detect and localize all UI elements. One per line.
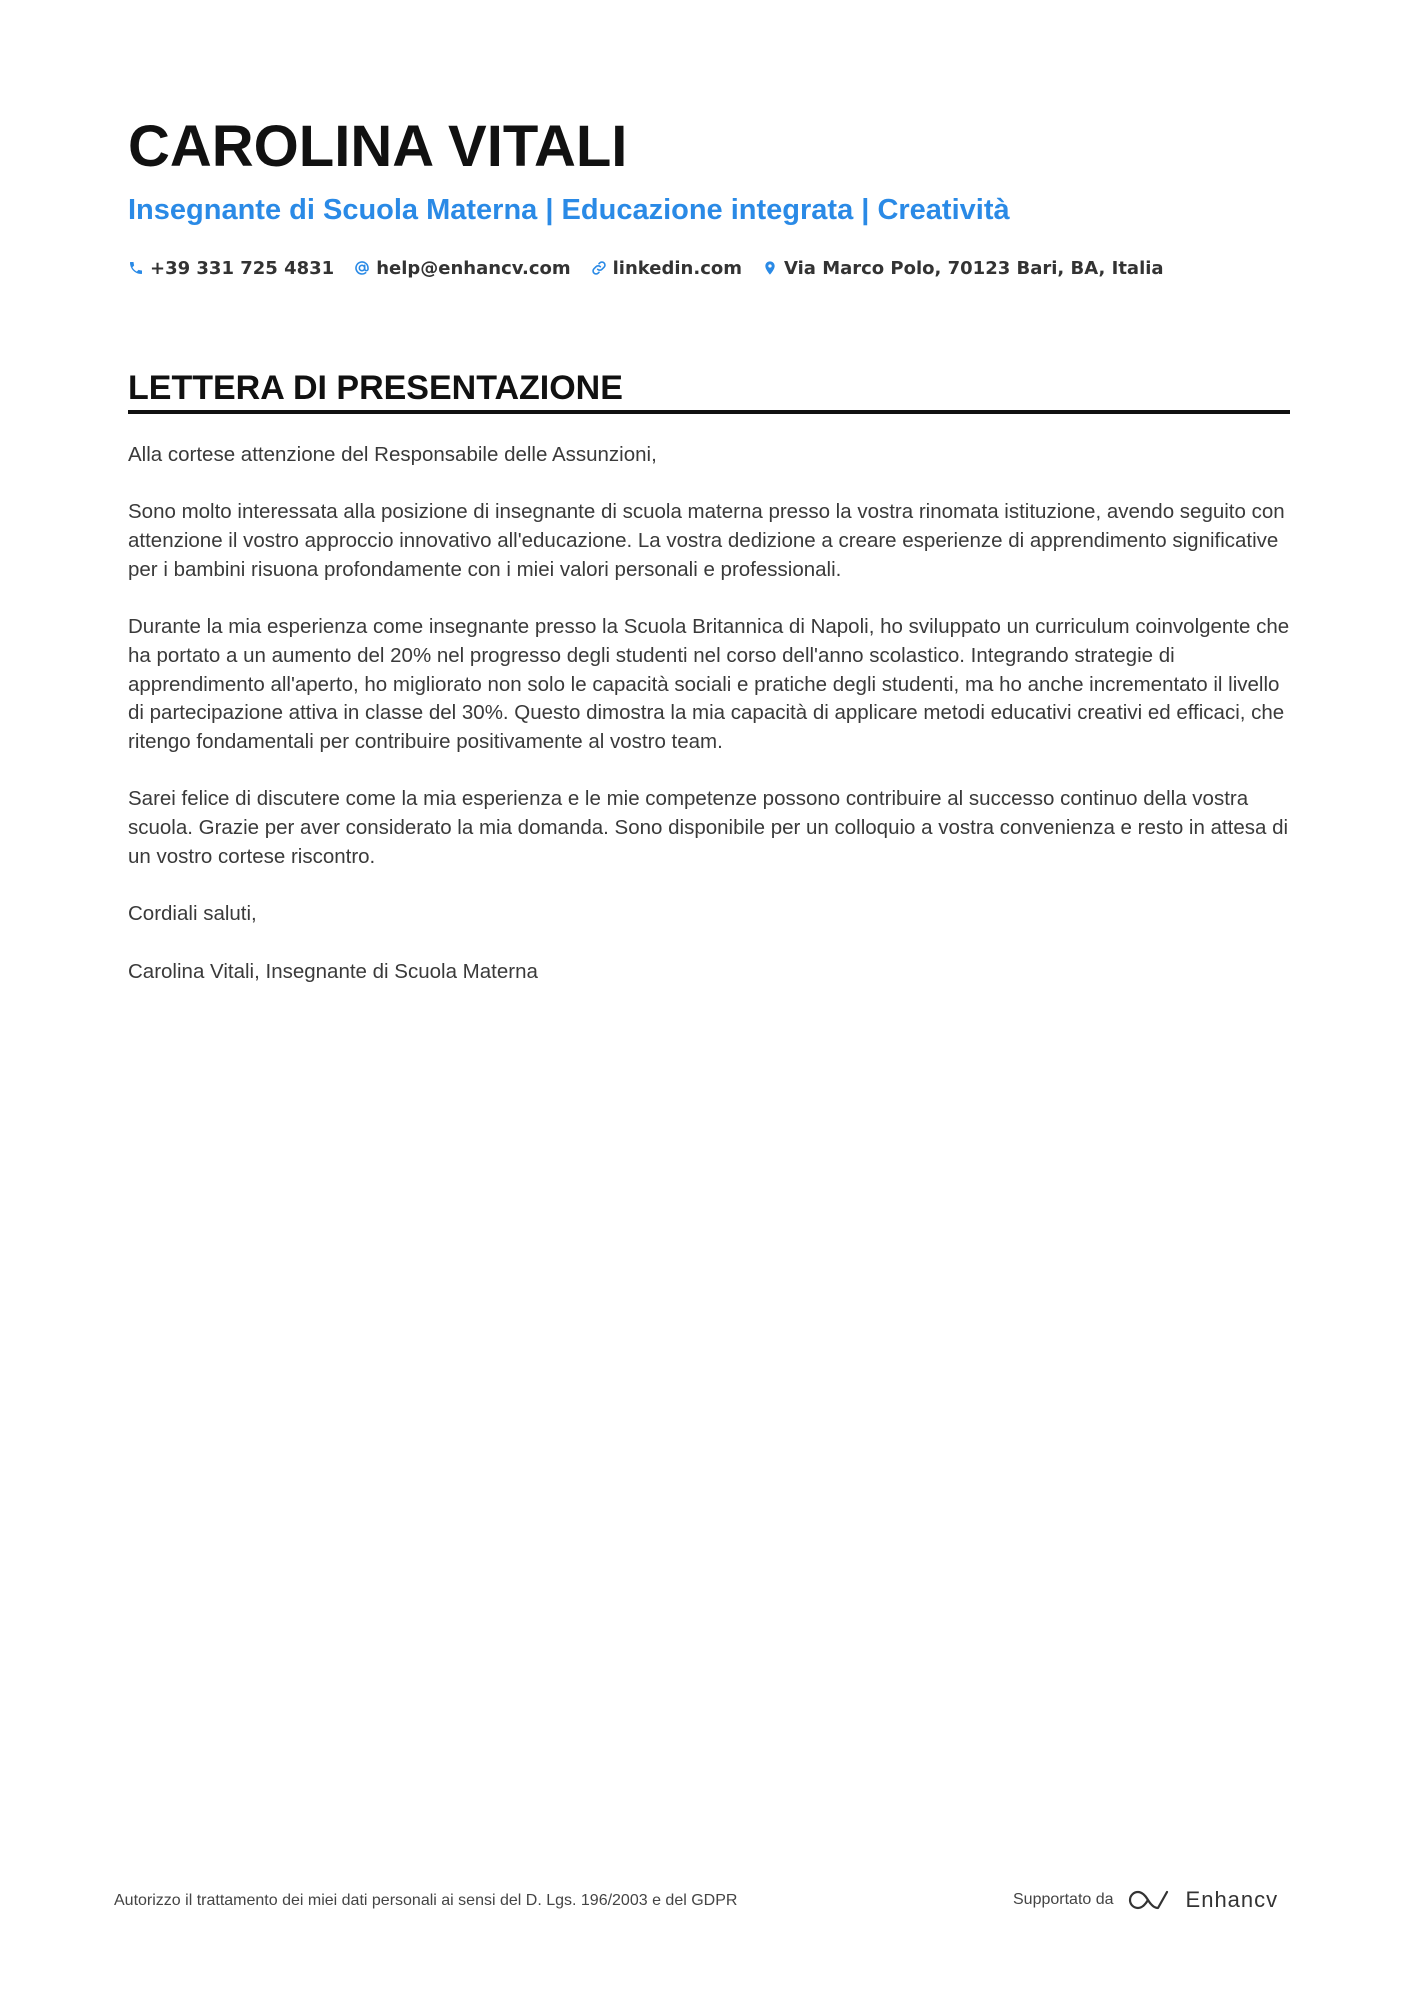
contact-email-text: help@enhancv.com xyxy=(376,257,571,279)
letter-closing: Cordiali saluti, xyxy=(128,902,257,926)
contact-linkedin-text: linkedin.com xyxy=(612,257,742,279)
contact-bar xyxy=(128,254,1184,282)
letter-salutation: Alla cortese attenzione del Responsabile delle Assunzioni, xyxy=(128,443,657,466)
letter-paragraph: Durante la mia esperienza come insegnante presso la Scuola Britannica di Napoli, ho sviluppato un curriculum coinvolgente che ha portato a un aumento del 20% nel progresso degli studenti nel corso dell'anno scolastico. Integrando strategie di apprendimento all'aperto, ho migliorato non solo le capacità sociali e pratiche degli studenti, ma ho anche incrementato il livello di partecipazione attiva in classe del 30%. Questo dimostra la mia capacità di applicare metodi educativi creativi ed efficaci, che ritengo fondamentali per contribuire positivamente al vostro team. xyxy=(128,615,1290,753)
letter-signature: Carolina Vitali, Insegnante di Scuola Materna xyxy=(128,959,538,983)
powered-by[interactable] xyxy=(1013,1882,1278,1918)
candidate-headline: Insegnante di Scuola Materna | Educazione integrata | Creatività xyxy=(128,194,1010,226)
contact-address xyxy=(762,258,1164,279)
phone-icon xyxy=(128,260,144,276)
contact-phone-text: +39 331 725 4831 xyxy=(150,257,335,279)
at-icon xyxy=(354,260,370,276)
letter-body xyxy=(128,441,1298,1015)
enhancv-brand-name: Enhancv xyxy=(1185,1887,1279,1912)
contact-linkedin[interactable] xyxy=(591,258,742,279)
section-divider xyxy=(128,410,1290,414)
location-pin-icon xyxy=(762,260,778,276)
letter-paragraph: Sono molto interessata alla posizione di insegnante di scuola materna presso la vostra rinomata istituzione, avendo seguito con attenzione il vostro approccio innovativo all'educazione. La vostra dedizione a creare esperienze di apprendimento significative per i bambini risuona profondamente con i miei valori personali e professionali. xyxy=(128,500,1285,581)
contact-phone xyxy=(128,258,334,279)
powered-by-label: Supportato da xyxy=(1013,1891,1114,1908)
letter-paragraph: Sarei felice di discutere come la mia esperienza e le mie competenze possono contribuire al successo continuo della vostra scuola. Grazie per aver considerato la mia domanda. Sono disponibile per un colloquio a vostra convenienza e resto in attesa di un vostro cortese riscontro. xyxy=(128,787,1289,868)
enhancv-logo-icon xyxy=(1126,1885,1172,1915)
contact-email[interactable] xyxy=(354,258,570,279)
link-icon xyxy=(591,260,607,276)
privacy-consent: Autorizzo il trattamento dei miei dati personali ai sensi del D. Lgs. 196/2003 e del GDPR xyxy=(114,1892,738,1909)
contact-address-text: Via Marco Polo, 70123 Bari, BA, Italia xyxy=(784,257,1164,279)
candidate-name: CAROLINA VITALI xyxy=(128,114,628,179)
section-title: LETTERA DI PRESENTAZIONE xyxy=(128,369,623,407)
